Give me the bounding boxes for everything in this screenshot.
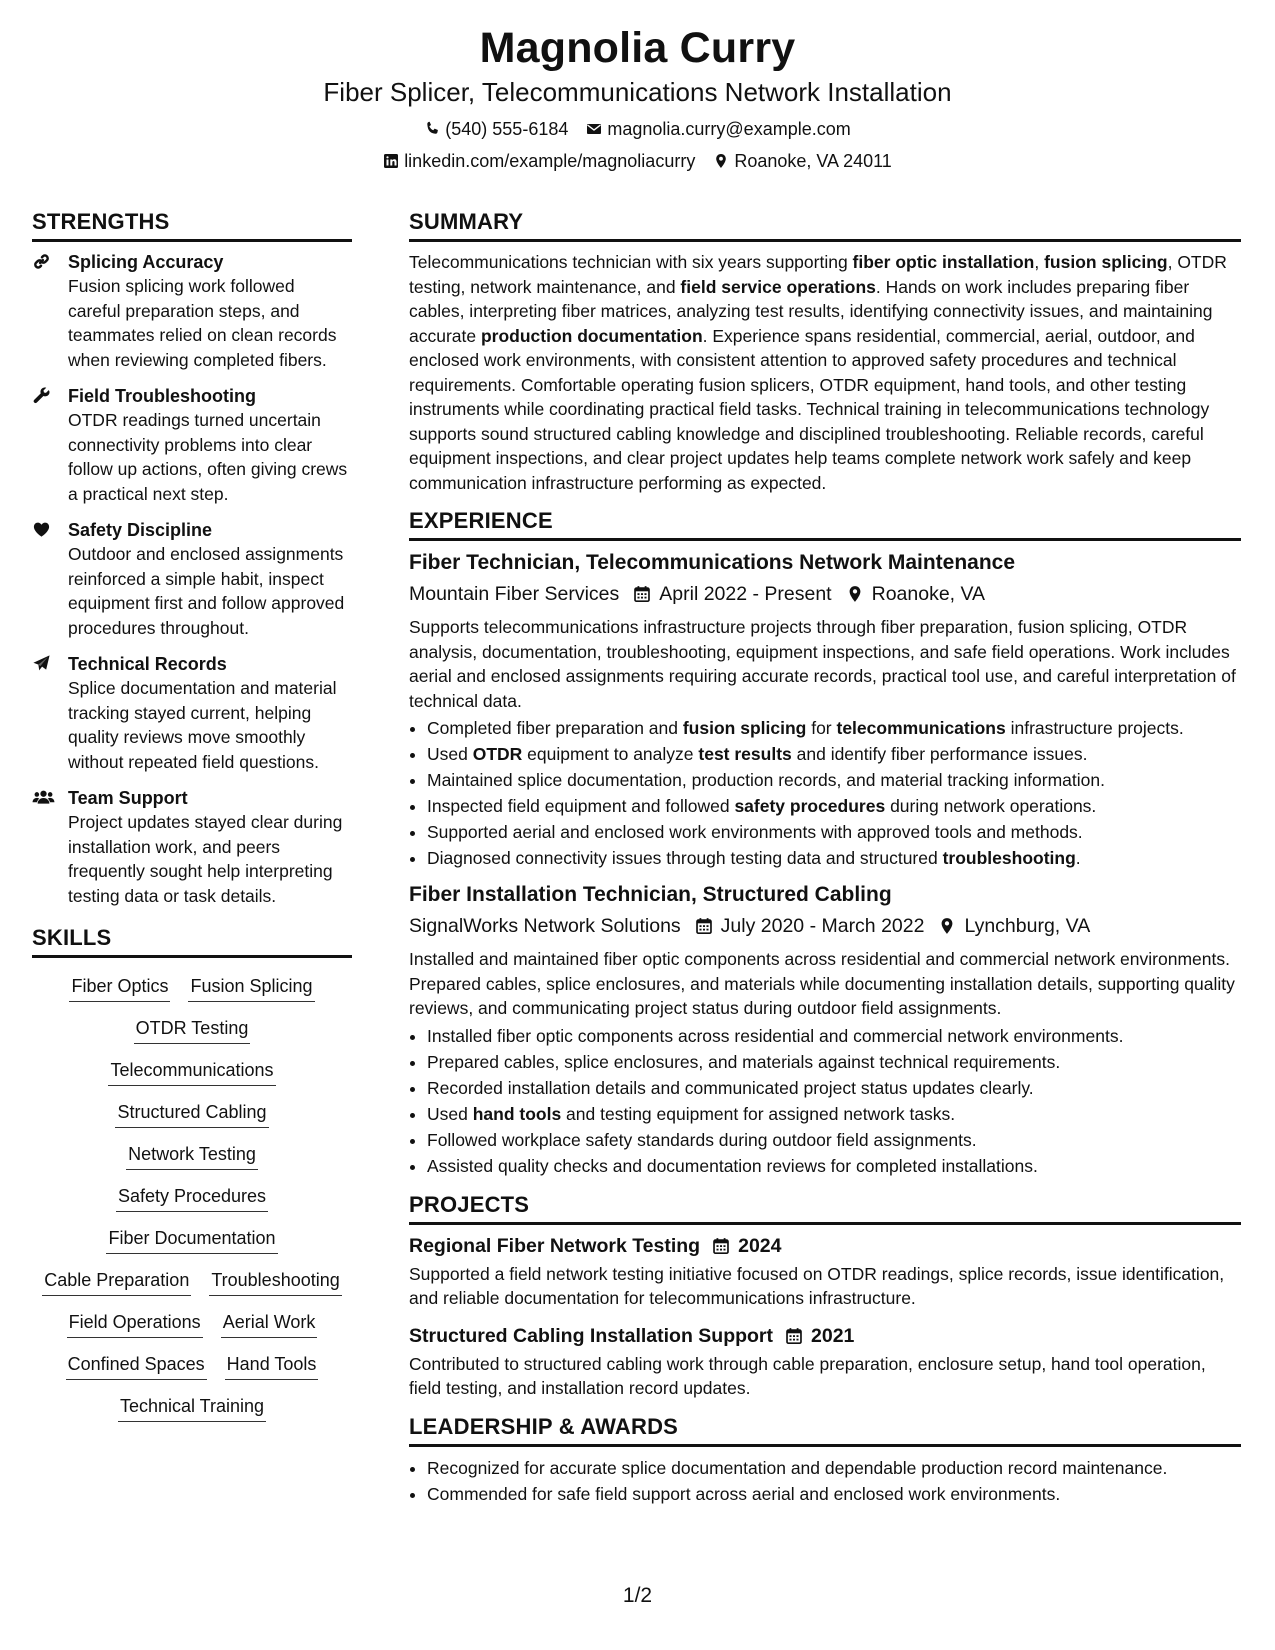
project-year: 2021 (811, 1324, 855, 1347)
summary-text (409, 250, 1241, 495)
skill-row (32, 1352, 352, 1380)
bold-text: fiber optic installation (852, 252, 1035, 272)
candidate-headline: Fiber Splicer, Telecommunications Network Installation (323, 77, 952, 107)
page-number: 1/2 (622, 1584, 653, 1607)
awards-section (409, 1413, 1241, 1507)
text-run: Used (427, 1103, 473, 1124)
text-run: and testing equipment for assigned network tasks. (561, 1103, 956, 1124)
award-item: • Commended for safe field support across aerial and enclosed work environments. (427, 1481, 1241, 1507)
strength-item (32, 384, 352, 506)
strength-icon-wrap (32, 518, 54, 640)
text-run: . (1075, 848, 1081, 868)
skill-row (32, 974, 352, 1002)
award-item: • Recognized for accurate splice documentation and dependable production record maintenance. (427, 1455, 1241, 1481)
project-title: Regional Fiber Network Testing (409, 1234, 701, 1257)
project-header (409, 1323, 1241, 1349)
job-meta (409, 581, 1241, 607)
skills-list (32, 974, 352, 1422)
strength-icon-wrap (32, 384, 54, 506)
text-run: , OTDR testing, network maintenance, and (409, 252, 1227, 297)
skill-row (32, 1142, 352, 1170)
skill-row (32, 1058, 352, 1086)
map-pin-icon (846, 585, 864, 603)
job-meta (409, 913, 1241, 939)
strength-description: OTDR readings turned uncertain connectivity problems into clear follow up actions, often giving crews a practical next step. (68, 410, 348, 504)
text-run: and identify fiber performance issues. (791, 744, 1088, 764)
job-title: Fiber Technician, Telecommunications Network Maintenance (409, 551, 1016, 574)
skill-tag: Safety Procedures (116, 1184, 268, 1212)
linkedin-icon (383, 153, 399, 169)
project-description: Contributed to structured cabling work through cable preparation, enclosure setup, hand tool operation, field testing, and installation record updates. (409, 1353, 1206, 1398)
calendar-icon (785, 1327, 803, 1345)
job-title: Fiber Installation Technician, Structured Cabling (409, 883, 892, 906)
strength-description: Project updates stayed clear during installation work, and peers frequently sought help interpreting testing data or task details. (68, 812, 343, 906)
right-column (409, 208, 1241, 1519)
bold-text: test results (698, 744, 792, 764)
project-header (409, 1233, 1241, 1259)
job-company: Mountain Fiber Services (409, 583, 620, 605)
job-entry (409, 549, 1241, 871)
strength-body (68, 652, 352, 774)
experience-section (409, 507, 1241, 1179)
text-run: , (1034, 252, 1045, 272)
text-run: Completed fiber preparation and (427, 718, 683, 738)
strength-icon-wrap (32, 250, 54, 372)
strength-item (32, 786, 352, 908)
job-bullet (427, 1075, 1241, 1101)
contact-line-1 (0, 118, 1275, 140)
text-run: Recorded installation details and communicated project status updates clearly. (427, 1077, 1034, 1098)
strength-item (32, 518, 352, 640)
projects-list (409, 1233, 1241, 1401)
text-run: . Hands on work includes preparing fiber cables, interpreting fiber matrices, analyzing test results, identifying connectivity issues, and maintaining accurate (409, 276, 1213, 346)
job-entry (409, 881, 1241, 1179)
skill-row (32, 1310, 352, 1338)
text-run: Diagnosed connectivity issues through testing data and structured (427, 848, 943, 868)
text-run: . Experience spans residential, commercial, aerial, outdoor, and enclosed work environments, with consistent attention to approved safety procedures and technical requirements. Comfortable operating fusion splicers, OTDR equipment, hand tools, and other testing instruments while coordinating practical field tasks. Technical training in telecommunications technology supports sound structured cabling knowledge and disciplined troubleshooting. Reliable records, careful equipment inspections, and clear project updates help teams complete network work safely and keep communication infrastructure performing as expected. (409, 325, 1210, 493)
contact-phone (424, 118, 568, 140)
strength-body (68, 518, 352, 640)
skill-tag: Aerial Work (221, 1310, 318, 1338)
job-location-text: Roanoke, VA (871, 583, 986, 605)
users-icon (32, 788, 55, 807)
job-company: SignalWorks Network Solutions (409, 915, 681, 937)
skill-tag: Structured Cabling (115, 1100, 268, 1128)
strength-icon-wrap (32, 786, 54, 908)
project-title: Structured Cabling Installation Support (409, 1324, 774, 1347)
job-bullet (427, 1153, 1241, 1179)
strengths-heading: STRENGTHS (32, 208, 352, 242)
contact-location (713, 150, 891, 172)
map-pin-icon (713, 153, 729, 169)
bold-text: safety procedures (734, 796, 886, 816)
job-location-text: Lynchburg, VA (964, 915, 1091, 937)
project-date (785, 1323, 854, 1349)
bold-text: telecommunications (836, 718, 1006, 738)
strength-title: Safety Discipline (68, 520, 213, 540)
summary-heading: SUMMARY (409, 208, 1241, 242)
strengths-list (32, 250, 352, 908)
job-dates (633, 581, 831, 607)
text-run: Followed workplace safety standards during outdoor field assignments. (427, 1129, 977, 1150)
skill-row (32, 1268, 352, 1296)
text-run: during network operations. (885, 796, 1097, 816)
skill-tag: Telecommunications (108, 1058, 275, 1086)
strength-item (32, 652, 352, 774)
skill-tag: OTDR Testing (134, 1016, 251, 1044)
job-bullet (427, 819, 1241, 845)
bold-text: production documentation (480, 325, 703, 346)
job-bullets (409, 715, 1241, 871)
left-column (32, 208, 352, 1436)
summary-section (409, 208, 1241, 495)
project-entry (409, 1323, 1241, 1401)
wrench-icon (32, 386, 51, 405)
text-run: equipment to analyze (522, 744, 699, 764)
skills-heading: SKILLS (32, 924, 352, 958)
calendar-icon (633, 585, 651, 603)
strength-body (68, 786, 352, 908)
bold-text: fusion splicing (682, 718, 807, 738)
location-text: Roanoke, VA 24011 (734, 151, 892, 171)
job-bullet (427, 1101, 1241, 1127)
project-entry (409, 1233, 1241, 1311)
text-run: for (806, 718, 837, 738)
text-run: Assisted quality checks and documentation reviews for completed installations. (427, 1155, 1038, 1176)
phone-text: (540) 555-6184 (445, 119, 569, 139)
skill-row (32, 1100, 352, 1128)
skill-tag: Fiber Documentation (106, 1226, 277, 1254)
contact-line-2 (0, 150, 1275, 172)
job-location (846, 581, 985, 607)
text-run: Telecommunications technician with six years supporting (409, 252, 853, 272)
bold-text: fusion splicing (1044, 252, 1168, 272)
strength-title: Team Support (68, 788, 188, 808)
strength-body (68, 384, 352, 506)
job-dates-text: April 2022 - Present (659, 583, 832, 605)
link-icon (32, 252, 51, 271)
text-run: infrastructure projects. (1005, 718, 1184, 738)
skill-tag: Cable Preparation (42, 1268, 191, 1296)
skill-tag: Confined Spaces (66, 1352, 207, 1380)
job-location (938, 913, 1090, 939)
strength-description: Splice documentation and material tracking stayed current, helping quality reviews move smoothly without repeated field questions. (68, 678, 337, 772)
strength-title: Field Troubleshooting (68, 386, 256, 406)
map-pin-icon (938, 917, 956, 935)
skills-section (32, 924, 352, 1422)
project-date (712, 1233, 781, 1259)
project-year: 2024 (738, 1234, 782, 1257)
job-bullet (427, 767, 1241, 793)
bold-text: OTDR (472, 744, 523, 764)
job-description: Installed and maintained fiber optic components across residential and commercial network environments. Prepared cables, splice enclosures, and materials while documenting installation details, supporting quality reviews, and communicating project status during outdoor field assignments. (409, 949, 1235, 1018)
candidate-name: Magnolia Curry (479, 24, 796, 72)
job-bullet (427, 793, 1241, 819)
project-description: Supported a field network testing initiative focused on OTDR readings, splice records, issue identification, and reliable documentation for telecommunications infrastructure. (409, 1263, 1225, 1308)
skill-row (32, 1016, 352, 1044)
contact-email[interactable] (586, 118, 850, 140)
skill-tag: Field Operations (67, 1310, 203, 1338)
email-link[interactable]: magnolia.curry@example.com (607, 119, 851, 139)
skill-tag: Hand Tools (225, 1352, 319, 1380)
heart-icon (32, 520, 51, 539)
resume-header (0, 22, 1275, 172)
skill-tag: Fiber Optics (69, 974, 170, 1002)
job-bullet (427, 1023, 1241, 1049)
projects-heading: PROJECTS (409, 1191, 1241, 1225)
skill-tag: Technical Training (118, 1394, 266, 1422)
job-bullet (427, 845, 1241, 871)
job-bullet (427, 715, 1241, 741)
projects-section (409, 1191, 1241, 1401)
strength-body (68, 250, 352, 372)
envelope-icon (586, 121, 602, 137)
strength-icon-wrap (32, 652, 54, 774)
jobs-list (409, 549, 1241, 1179)
linkedin-link[interactable]: linkedin.com/example/magnoliacurry (404, 151, 696, 171)
strength-title: Technical Records (68, 654, 227, 674)
strength-title: Splicing Accuracy (68, 252, 224, 272)
bold-text: troubleshooting (942, 848, 1076, 868)
text-run: Maintained splice documentation, production records, and material tracking information. (427, 770, 1105, 790)
text-run: Used (427, 744, 473, 764)
strength-description: Outdoor and enclosed assignments reinforced a simple habit, inspect equipment first and follow approved procedures throughout. (68, 544, 345, 638)
skill-row (32, 1226, 352, 1254)
text-run: Installed fiber optic components across residential and commercial network environments. (427, 1025, 1124, 1046)
calendar-icon (712, 1237, 730, 1255)
text-run: Supported aerial and enclosed work environments with approved tools and methods. (427, 822, 1083, 842)
strength-description: Fusion splicing work followed careful preparation steps, and teammates relied on clean records when reviewing completed fibers. (68, 276, 337, 370)
bold-text: hand tools (472, 1103, 562, 1124)
strength-item (32, 250, 352, 372)
experience-heading: EXPERIENCE (409, 507, 1241, 541)
job-dates (695, 913, 925, 939)
skill-row (32, 1184, 352, 1212)
job-dates-text: July 2020 - March 2022 (720, 915, 925, 937)
job-description: Supports telecommunications infrastructure projects through fiber preparation, fusion splicing, OTDR analysis, documentation, troubleshooting, equipment inspections, and safe field operations. Work includes aerial and enclosed assignments requiring accurate records, practical tool use, and careful interpretation of technical data. (409, 617, 1236, 711)
skill-tag: Network Testing (126, 1142, 258, 1170)
calendar-icon (695, 917, 713, 935)
job-bullets (409, 1023, 1241, 1179)
contact-linkedin[interactable] (383, 150, 695, 172)
awards-heading: LEADERSHIP & AWARDS (409, 1413, 1241, 1447)
job-bullet (427, 1049, 1241, 1075)
skill-tag: Fusion Splicing (188, 974, 314, 1002)
bold-text: field service operations (680, 276, 876, 297)
phone-icon (424, 121, 440, 137)
text-run: Prepared cables, splice enclosures, and materials against technical requirements. (427, 1051, 1061, 1072)
text-run: Inspected field equipment and followed (427, 796, 735, 816)
job-bullet (427, 1127, 1241, 1153)
skill-tag: Troubleshooting (209, 1268, 341, 1296)
awards-list (409, 1455, 1241, 1507)
skill-row (32, 1394, 352, 1422)
paper-plane-icon (32, 654, 51, 673)
job-bullet (427, 741, 1241, 767)
